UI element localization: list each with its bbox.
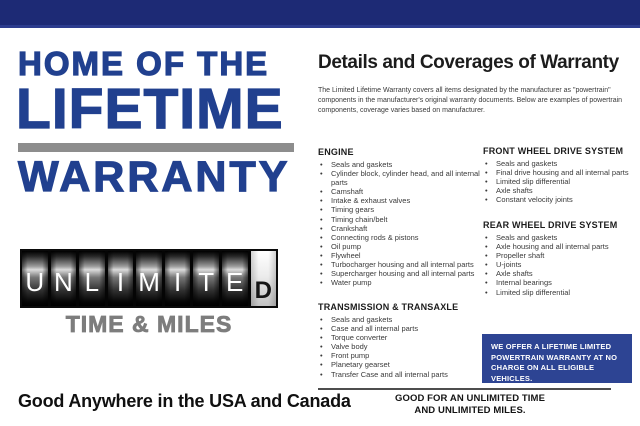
top-banner-bar	[0, 0, 640, 28]
section-item-list	[483, 233, 637, 297]
list-item: • Intake & exhaust valves	[318, 196, 480, 205]
list-item: • Torque converter	[318, 333, 480, 342]
good-anywhere-footer: Good Anywhere in the USA and Canada	[18, 391, 351, 411]
odometer-cell-rolling-d: D	[251, 251, 277, 306]
odometer-cell: N	[51, 251, 80, 306]
good-for-footer	[330, 393, 610, 416]
list-item: • Camshaft	[318, 187, 480, 196]
section-title: REAR WHEEL DRIVE SYSTEM	[483, 220, 618, 230]
list-item: • Internal bearings	[483, 278, 637, 287]
offer-callout-box: WE OFFER A LIFETIME LIMITED POWERTRAIN WARRANTY AT NO CHARGE ON ALL ELIGIBLE VEHICLES.	[482, 334, 632, 383]
list-item: • Connecting rods & pistons	[318, 233, 480, 242]
list-item: • Axle shafts	[483, 269, 637, 278]
odometer-cell: E	[222, 251, 251, 306]
list-item: • Constant velocity joints	[483, 195, 637, 204]
list-item: • Supercharger housing and all internal parts	[318, 269, 480, 278]
list-item: • Transfer Case and all internal parts	[318, 370, 480, 379]
section-item-list	[483, 159, 637, 204]
odometer-cell: I	[108, 251, 137, 306]
list-item: • Cylinder block, cylinder head, and all internal parts	[318, 169, 480, 187]
odometer-cell: I	[165, 251, 194, 306]
section-engine	[318, 147, 480, 287]
list-item: • Front pump	[318, 351, 480, 360]
list-item: • Axle housing and all internal parts	[483, 242, 637, 251]
gray-divider-bar	[18, 143, 294, 152]
list-item: • Valve body	[318, 342, 480, 351]
section-item-list	[318, 315, 480, 379]
list-item: • U-joints	[483, 260, 637, 269]
section-front-wheel-drive	[483, 146, 637, 204]
odometer-graphic	[20, 249, 278, 308]
warranty-intro-paragraph: The Limited Lifetime Warranty covers all items designated by the manufacturer as "powertrain" components in the manufacturer's original warranty documents. Below are examples of powertrain components, coverage varies based on manufacturer.	[318, 87, 623, 114]
list-item: • Turbocharger housing and all internal parts	[318, 260, 480, 269]
list-item: • Final drive housing and all internal parts	[483, 168, 637, 177]
headline-warranty: WARRANTY	[18, 153, 291, 201]
good-for-line1: GOOD FOR AN UNLIMITED TIME	[394, 393, 546, 404]
list-item: • Limited slip differential	[483, 177, 637, 186]
section-title: FRONT WHEEL DRIVE SYSTEM	[483, 146, 624, 156]
odometer-cell: L	[79, 251, 108, 306]
list-item: • Timing gears	[318, 205, 480, 214]
headline-lifetime: LIFETIME	[16, 77, 284, 141]
odometer-cell: M	[136, 251, 165, 306]
section-item-list	[318, 160, 480, 287]
list-item: • Crankshaft	[318, 224, 480, 233]
list-item: • Seals and gaskets	[318, 315, 480, 324]
list-item: • Water pump	[318, 278, 480, 287]
list-item: • Oil pump	[318, 242, 480, 251]
section-title: ENGINE	[318, 147, 354, 157]
time-and-miles-caption: TIME & MILES	[65, 311, 233, 337]
odometer-cell: U	[22, 251, 51, 306]
good-for-line2: AND UNLIMITED MILES.	[414, 404, 526, 416]
list-item: • Planetary gearset	[318, 360, 480, 369]
list-item: • Case and all internal parts	[318, 324, 480, 333]
list-item: • Limited slip differential	[483, 288, 637, 297]
list-item: • Seals and gaskets	[483, 159, 637, 168]
list-item: • Seals and gaskets	[483, 233, 637, 242]
headline-home-of-the: HOME OF THE	[18, 45, 270, 82]
list-item: • Timing chain/belt	[318, 215, 480, 224]
footer-divider-line	[318, 388, 611, 390]
odometer-cell: T	[193, 251, 222, 306]
list-item: • Seals and gaskets	[318, 160, 480, 169]
details-heading: Details and Coverages of Warranty	[318, 52, 619, 73]
list-item: • Flywheel	[318, 251, 480, 260]
section-transmission-transaxle	[318, 302, 480, 379]
list-item: • Axle shafts	[483, 186, 637, 195]
section-rear-wheel-drive	[483, 220, 637, 297]
list-item: • Propeller shaft	[483, 251, 637, 260]
section-title: TRANSMISSION & TRANSAXLE	[318, 302, 459, 312]
